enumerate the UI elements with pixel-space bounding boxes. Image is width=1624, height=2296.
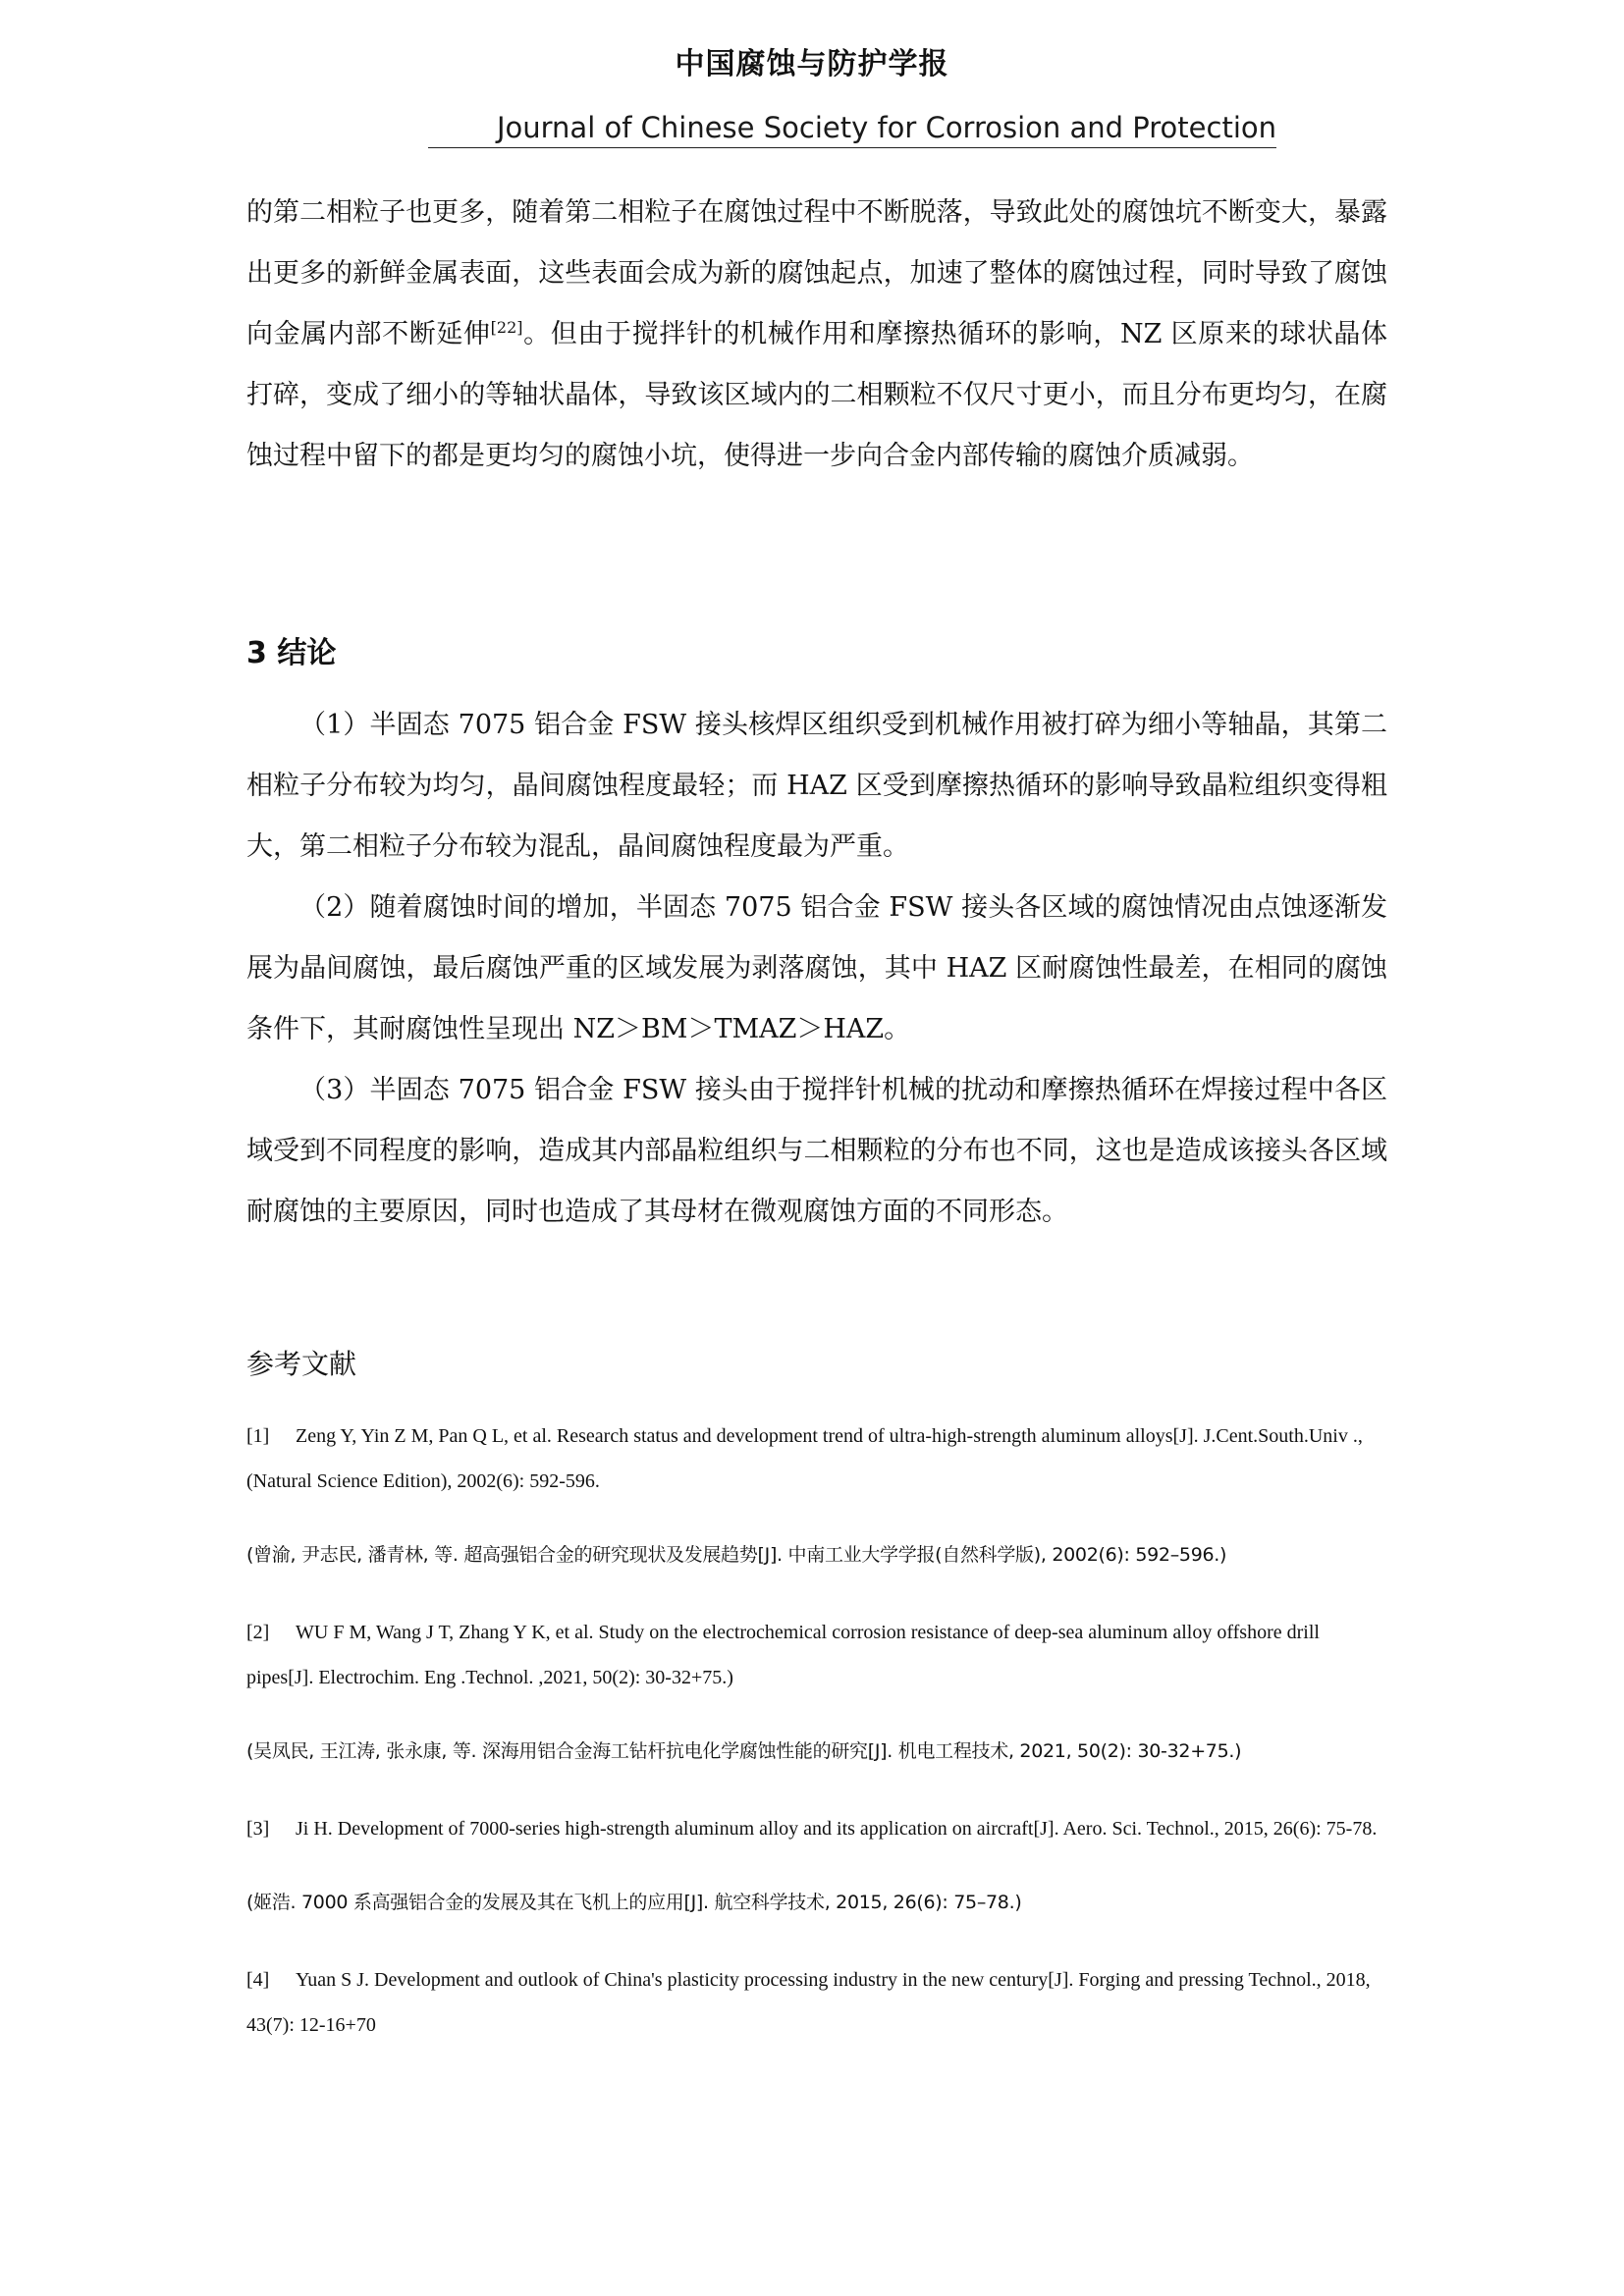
journal-title-cn: 中国腐蚀与防护学报 [675, 47, 949, 81]
conclusion-item: （3）半固态 7075 铝合金 FSW 接头由于搅拌针机械的扰动和摩擦热循环在焊接过程中各区域受到不同程度的影响，造成其内部晶粒组织与二相颗粒的分布也不同，这也是造成该接头各区域耐腐蚀的主要原因，同时也造成了其母材在微观腐蚀方面的不同形态。 [246, 1075, 1387, 1227]
reference-translation: (姬浩. 7000 系高强铝合金的发展及其在飞机上的应用[J]. 航空科学技术, 2015, 26(6): 75–78.) [246, 1892, 1022, 1913]
references-title: 参考文献 [246, 1348, 357, 1380]
reference-text: Ji H. Development of 7000-series high-strength aluminum alloy and its application on aircraft[J]. Aero. Sci. Technol., 2015, 26(6): 75-78. [296, 1818, 1378, 1840]
conclusion-item: （1）半固态 7075 铝合金 FSW 接头核焊区组织受到机械作用被打碎为细小等轴晶，其第二相粒子分布较为均匀，晶间腐蚀程度最轻；而 HAZ 区受到摩擦热循环的影响导致晶粒组织变得粗大，第二相粒子分布较为混乱，晶间腐蚀程度最为严重。 [246, 710, 1387, 862]
reference-translation: (吴凤民, 王江涛, 张永康, 等. 深海用铝合金海工钻杆抗电化学腐蚀性能的研究[J]. 机电工程技术, 2021, 50(2): 30-32+75.) [246, 1740, 1242, 1762]
conclusion-item: （2）随着腐蚀时间的增加，半固态 7075 铝合金 FSW 接头各区域的腐蚀情况由点蚀逐渐发展为晶间腐蚀，最后腐蚀严重的区域发展为剥落腐蚀，其中 HAZ 区耐腐蚀性最差，在相同的腐蚀条件下，其耐腐蚀性呈现出 NZ＞BM＞TMAZ＞HAZ。 [246, 892, 1387, 1044]
citation-22[interactable]: [22] [490, 318, 523, 337]
reference-translation: (曾渝, 尹志民, 潘青林, 等. 超高强铝合金的研究现状及发展趋势[J]. 中南工业大学学报(自然科学版), 2002(6): 592–596.) [246, 1544, 1227, 1566]
reference-text: Zeng Y, Yin Z M, Pan Q L, et al. Research status and development trend of ultra-high-strength aluminum alloys[J]. J.Cent.South.Univ .,(Natural Science Edition), 2002(6): 592-596. [246, 1425, 1363, 1492]
reference-item [246, 1610, 1387, 1700]
reference-item [246, 1806, 1387, 1851]
reference-item [246, 1957, 1387, 2048]
reference-text: WU F M, Wang J T, Zhang Y K, et al. Study on the electrochemical corrosion resistance of deep-sea aluminum alloy offshore drill pipes[J]. Electrochim. Eng .Technol. ,2021, 50(2): 30-32+75.) [246, 1622, 1320, 1688]
reference-list [246, 1414, 1387, 2079]
paragraph-text: 的第二相粒子也更多，随着第二相粒子在腐蚀过程中不断脱落，导致此处的腐蚀坑不断变大，暴露出更多的新鲜金属表面，这些表面会成为新的腐蚀起点，加速了整体的腐蚀过程，同时导致了腐蚀向金属内部不断延伸 [246, 197, 1387, 349]
reference-number: [1] [246, 1425, 270, 1447]
reference-number: [2] [246, 1622, 270, 1643]
conclusions-list [246, 695, 1387, 1243]
reference-number: [3] [246, 1818, 270, 1840]
reference-item [246, 1414, 1387, 1504]
reference-number: [4] [246, 1969, 270, 1991]
journal-title-en: Journal of Chinese Society for Corrosion and Protection [428, 110, 1276, 148]
paragraph-text: 。但由于搅拌针的机械作用和摩擦热循环的影响，NZ 区原来的球状晶体打碎，变成了细小的等轴状晶体，导致该区域内的二相颗粒不仅尺寸更小，而且分布更均匀，在腐蚀过程中留下的都是更均匀的腐蚀小坑，使得进一步向合金内部传输的腐蚀介质减弱。 [246, 319, 1388, 471]
section-title-conclusions: 3 结论 [246, 636, 337, 670]
body-paragraph [246, 183, 1387, 487]
reference-text: Yuan S J. Development and outlook of China's plasticity processing industry in the new century[J]. Forging and pressing Technol., 2018, 43(7): 12-16+70 [246, 1969, 1371, 2036]
